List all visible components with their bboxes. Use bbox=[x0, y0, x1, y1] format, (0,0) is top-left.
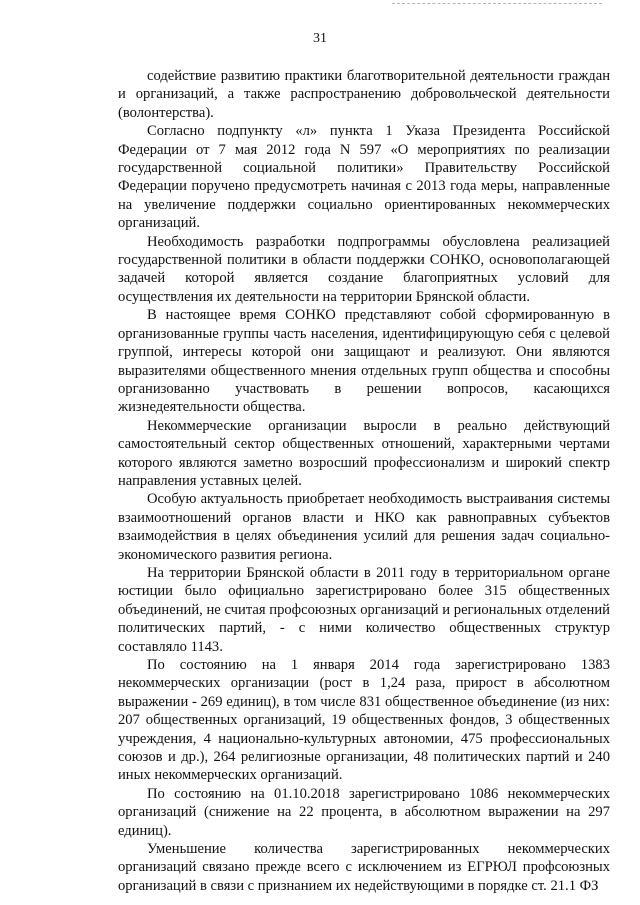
paragraph-2: Согласно подпункту «л» пункта 1 Указа Президента Российской Федерации от 7 мая 2012 года N 597 «О мероприятиях по реализации государственной социальной политики» Правительству Российской Федерации поручено предусмотреть начиная с 2013 года меры, направленные на увеличение поддержки социально ориентированных некоммерческих организаций. bbox=[118, 123, 610, 232]
paragraph-8: По состоянию на 1 января 2014 года зарегистрировано 1383 некоммерческих организации (рост в 1,24 раза, прирост в абсолютном выражении - 269 единиц), в том числе 831 общественное объединение (из них: 207 общественных организаций, 19 общественных фондов, 3 общественных учреждения, 4 национально-культурных автономии, 475 профессиональных союзов и др.), 264 религиозные организации, 48 политических партий и 240 иных некоммерческих организаций. bbox=[118, 657, 610, 784]
top-edge-rule bbox=[392, 3, 602, 4]
paragraph-4: В настоящее время СОНКО представляют собой сформированную в организованные группы часть населения, идентифицирующую себя с целевой группой, интересы которой они защищают и реализуют. Они являются выразителями общественного мнения отдельных групп общества и способны организованно участвовать в решении вопросов, касающихся жизнедеятельности общества. bbox=[118, 307, 610, 416]
paragraph-5: Некоммерческие организации выросли в реально действующий самостоятельный сектор общественных отношений, характерными чертами которого являются заметно возросший профессионализм и широкий спектр направления уставных целей. bbox=[118, 417, 610, 489]
paragraph-7: На территории Брянской области в 2011 году в территориальном органе юстиции было официально зарегистрировано более 315 общественных объединений, не считая профсоюзных организаций и региональных отделений политических партий, - с ними количество общественных структур составляло 1143. bbox=[118, 564, 610, 655]
body-text bbox=[118, 67, 610, 895]
paragraph-9: По состоянию на 01.10.2018 зарегистрировано 1086 некоммерческих организаций (снижение на 22 процента, в абсолютном выражении на 297 единиц). bbox=[118, 785, 610, 839]
page-number: 31 bbox=[313, 31, 327, 46]
paragraph-10: Уменьшение количества зарегистрированных некоммерческих организаций связано прежде всего с исключением из ЕГРЮЛ профсоюзных организаций в связи с признанием их недействующими в порядке ст. 21.1 ФЗ bbox=[118, 841, 610, 894]
paragraph-1: содействие развитию практики благотворительной деятельности граждан и организаций, а также распространению добровольческой деятельности (волонтерства). bbox=[118, 68, 610, 121]
paragraph-6: Особую актуальность приобретает необходимость выстраивания системы взаимоотношений органов власти и НКО как равноправных субъектов взаимодействия в целях объединения усилий для решения задач социально-экономического развития региона. bbox=[118, 491, 610, 563]
paragraph-3: Необходимость разработки подпрограммы обусловлена реализацией государственной политики в области поддержки СОНКО, основополагающей задачей которой является создание благоприятных условий для осуществления их деятельности на территории Брянской области. bbox=[118, 233, 610, 305]
